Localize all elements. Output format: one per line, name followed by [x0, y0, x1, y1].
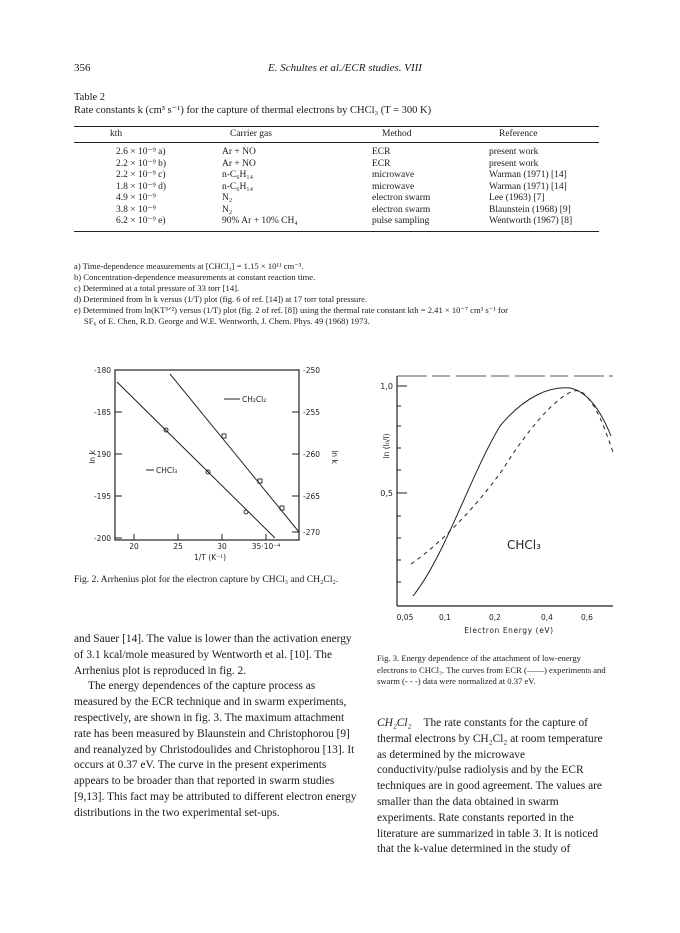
footnote: d) Determined from ln k versus (1/T) plot (fig. 6 of ref. [14]) at 17 torr total pressure.: [74, 294, 368, 304]
x-axis-label: Electron Energy (eV): [464, 626, 554, 635]
table-footnotes: [74, 261, 508, 327]
right-tick-label: -260: [303, 450, 321, 459]
cell-reference: Lee (1963) [7]: [489, 193, 545, 203]
x-tick-label: 0,1: [439, 613, 451, 622]
cell-reference: Wentworth (1967) [8]: [489, 216, 599, 231]
cell-reference: Warman (1971) [14]: [489, 181, 567, 192]
left-tick-label: -190: [93, 450, 111, 459]
table-row: [74, 147, 599, 159]
cell-carrier: N₂: [222, 204, 233, 215]
cell-kth: 2.6 × 10⁻⁹ a): [116, 147, 166, 157]
right-tick-label: -270: [303, 528, 321, 537]
table-row: [74, 205, 599, 217]
cell-kth: 2.2 × 10⁻⁹ b): [116, 158, 167, 169]
table-row: [74, 159, 599, 171]
cell-kth: 3.8 × 10⁻⁹: [116, 204, 156, 215]
plot-frame: [115, 370, 299, 540]
cell-method: electron swarm: [372, 204, 431, 215]
cell-kth: 1.8 × 10⁻⁹ d): [116, 181, 167, 192]
table-label: Table 2: [74, 92, 106, 103]
figure-2-arrhenius-plot: [70, 362, 360, 562]
cell-carrier: Ar + NO: [222, 158, 256, 169]
cell-kth: 2.2 × 10⁻⁹ c): [116, 170, 166, 180]
y-tick-label: 0,5: [380, 489, 393, 498]
cell-method: pulse sampling: [372, 216, 489, 231]
page-number: 356: [74, 62, 91, 74]
left-tick-marks: [115, 370, 299, 540]
cell-method: microwave: [372, 170, 415, 180]
x-tick-label: 0,6: [581, 613, 593, 622]
right-tick-label: -265: [303, 492, 321, 501]
paragraph: The energy dependences of the capture process as measured by the ECR technique and in swarm experiments, respectively, are shown in fig. 3. The maximum attachment rate has been measured by Blaunstein and Christophorou [9] and reanalyzed by Christodoulides and Christophorou [13]. It occurs at 0.37 eV. The curve in the present experiments appears to be broader than that reported in swarm studies [9,13]. This fact may be attributed to different electron energy distributions in the two experimental set-ups.: [74, 680, 357, 819]
footnote: b) Concentration-dependence measurements at constant reaction time.: [74, 272, 316, 282]
table-row: [74, 170, 599, 182]
cell-carrier: N₂: [222, 193, 233, 203]
cell-method: microwave: [372, 181, 415, 192]
col-header-reference: Reference: [489, 127, 599, 143]
footnote: a) Time-dependence measurements at [CHCl₃] = 1.15 × 10¹¹ cm⁻³.: [74, 261, 304, 271]
y-axis-label: ln (I₀/I): [382, 433, 391, 459]
cell-reference: present work: [489, 158, 539, 169]
right-axis-label: ln k: [330, 450, 339, 464]
ecr-curve: [413, 388, 611, 596]
left-tick-label: -200: [93, 534, 111, 543]
right-tick-label: -255: [303, 408, 321, 417]
table-header-row: [74, 127, 599, 143]
cell-method: ECR: [372, 147, 391, 157]
cell-reference: present work: [489, 147, 539, 157]
cell-carrier: n-C₆H₁₄: [222, 181, 254, 192]
cell-reference: Warman (1971) [14]: [489, 170, 567, 180]
section-heading-ch2cl2: CH₂Cl₂: [377, 717, 412, 729]
paragraph: The rate constants for the capture of thermal electrons by CH₂Cl₂ at room temperature as determined by the microwave conductivity/pulse radiolysis and by the ECR techniques are in good agreement. The values are smaller than the data obtained in swarm experiments. Rate constants reported in the literature are summarized in table 3. It is noticed that the k-value determined in the study of: [377, 717, 603, 856]
y-tick-label: 1,0: [380, 382, 393, 391]
footnote: c) Determined at a total pressure of 33 torr [14].: [74, 283, 240, 293]
left-tick-label: -180: [93, 366, 111, 375]
col-header-kth: kth: [74, 127, 222, 143]
paragraph: and Sauer [14]. The value is lower than the activation energy of 3.1 kcal/mole measured by Wentworth et al. [10]. The Arrhenius plot is reproduced in fig. 2.: [74, 633, 352, 677]
x-tick-label: 20: [129, 542, 139, 551]
x-tick-label: 30: [217, 542, 227, 551]
table-row: [74, 193, 599, 205]
right-column-text: [377, 716, 609, 858]
cell-kth: 4.9 × 10⁻⁹: [116, 193, 156, 203]
left-axis-label: ln k: [88, 450, 97, 464]
table-row: [74, 216, 599, 231]
cell-method: electron swarm: [372, 193, 431, 203]
figure-2-caption: Fig. 2. Arrhenius plot for the electron capture by CHCl₃ and CH₂Cl₂.: [74, 574, 339, 585]
left-column-text: [74, 632, 358, 822]
left-tick-label: -195: [93, 492, 111, 501]
cell-method: ECR: [372, 158, 391, 169]
cell-kth: 6.2 × 10⁻⁹ e): [74, 216, 222, 231]
data-point: [244, 510, 248, 514]
table-row: [74, 182, 599, 194]
footnote: SF₆ of E. Chen, R.D. George and W.E. Wentworth, J. Chem. Phys. 49 (1968) 1973.: [84, 316, 370, 326]
series-label-chcl3: CHCl₃: [156, 466, 178, 475]
running-title: E. Schultes et al./ECR studies. VIII: [268, 62, 422, 74]
curve-label-chcl3: CHCl₃: [507, 538, 541, 552]
x-tick-label: 0,4: [541, 613, 553, 622]
rate-constants-table: [74, 126, 599, 232]
right-tick-label: -250: [303, 366, 321, 375]
col-header-carrier-gas: Carrier gas: [222, 127, 372, 143]
figure-3-caption: Fig. 3. Energy dependence of the attachment of low-energy electrons to CHCl₃. The curves from ECR (——) experiments and swarm (- - -) data were normalized at 0.37 eV.: [377, 653, 606, 686]
data-point: [222, 434, 226, 438]
cell-reference: Blaunstein (1968) [9]: [489, 204, 571, 215]
left-tick-label: -185: [93, 408, 111, 417]
x-axis-label: 1/T (K⁻¹): [194, 553, 226, 562]
cell-carrier: 90% Ar + 10% CH₄: [222, 216, 372, 231]
x-tick-label: 0,05: [396, 613, 414, 622]
footnote: e) Determined from ln(KT³ᐟ²) versus (1/T) plot (fig. 2 of ref. [8]) using the thermal rate constant kth = 2.41 × 10⁻⁷ cm³ s⁻¹ for: [74, 305, 509, 315]
x-tick-label: 0,2: [489, 613, 501, 622]
x-tick-label: 25: [173, 542, 183, 551]
cell-carrier: n-C₆H₁₄: [222, 170, 254, 180]
cell-carrier: Ar + NO: [222, 147, 256, 157]
figure-3-energy-dependence: [375, 356, 625, 646]
series-label-ch2cl2: CH₂Cl₂: [242, 395, 267, 404]
tick-marks: [397, 386, 407, 582]
col-header-method: Method: [372, 127, 489, 143]
table-title: Rate constants k (cm³ s⁻¹) for the capture of thermal electrons by CHCl₃ (T = 300 K): [74, 105, 432, 116]
x-tick-label: 35·10⁻⁴: [251, 542, 281, 551]
